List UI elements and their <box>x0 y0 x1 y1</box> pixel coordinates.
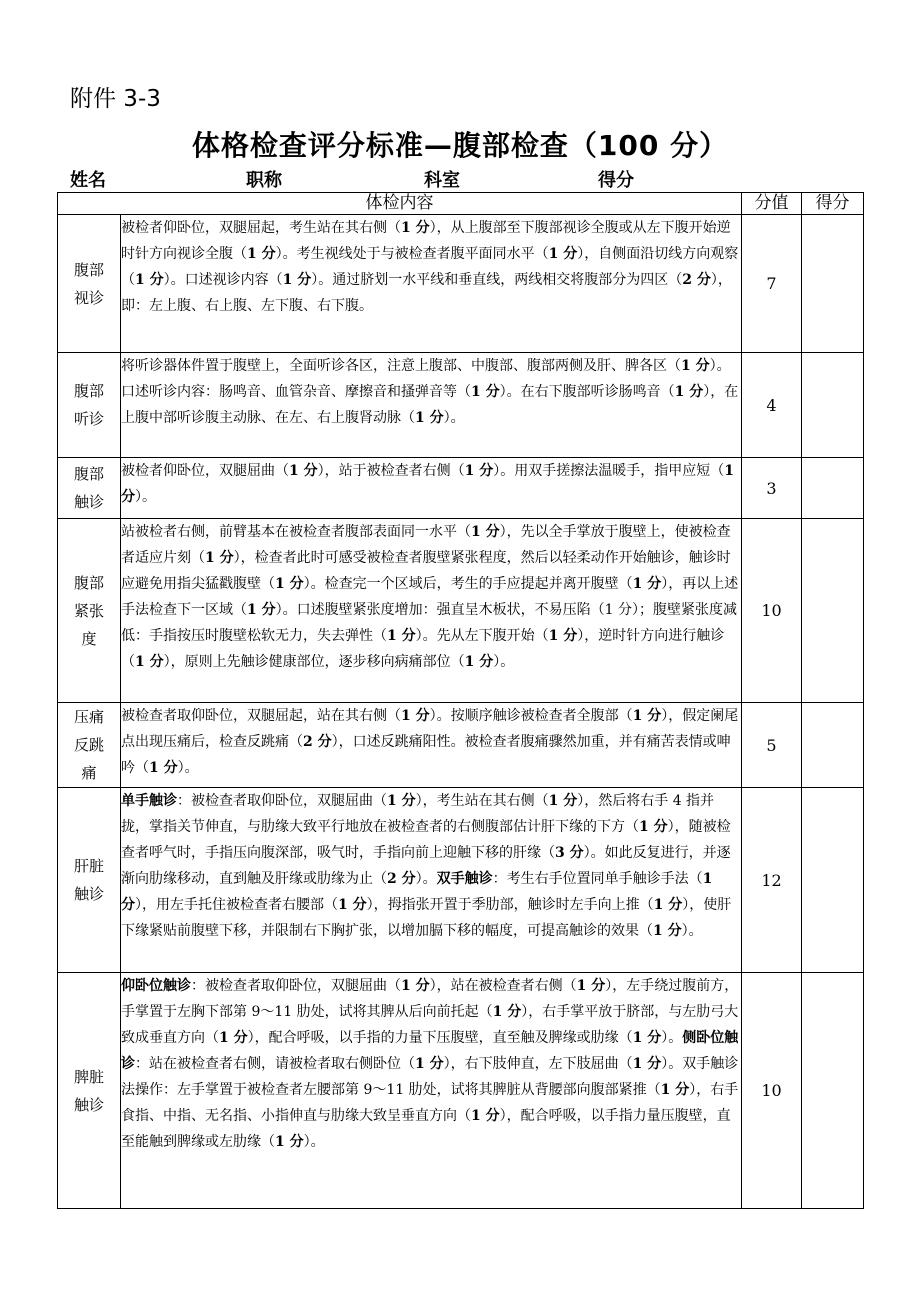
score-cell[interactable] <box>802 458 864 519</box>
bold-run: 1 分 <box>135 272 164 288</box>
item-points: 3 <box>742 458 802 519</box>
text-run: ）。 <box>303 1134 325 1150</box>
table-row <box>58 519 864 703</box>
job-title-label: 职称 <box>246 170 282 191</box>
score-table <box>57 192 864 1209</box>
text-run: ）。考生视线处于与被检查者腹平面同水平（ <box>275 246 549 262</box>
item-points: 5 <box>742 703 802 788</box>
header-points: 分值 <box>742 193 802 215</box>
bold-run: 1 分 <box>674 384 704 400</box>
bold-run: 3 分 <box>555 845 584 861</box>
text-run: ）。 <box>177 760 199 776</box>
item-label: 脾脏触诊 <box>73 1067 104 1114</box>
text-run: ）。 <box>443 410 465 426</box>
bold-run: 单手触诊 <box>121 793 177 809</box>
bold-run: 1 分 <box>401 978 430 994</box>
text-run: ）。 <box>493 654 515 670</box>
item-content <box>121 788 742 973</box>
table-row <box>58 458 864 519</box>
item-content <box>121 215 742 353</box>
department-label: 科室 <box>424 170 460 191</box>
text-run: ），假定阑尾点出现压痛后，检查反跳痛（ <box>121 708 739 750</box>
bold-run: 1 分 <box>548 628 578 644</box>
text-run: ），再以上述手法检查下一区域（ <box>121 576 739 618</box>
bold-run: 1 分 <box>415 1056 444 1072</box>
text-run: ），右下肢伸直，左下肢屈曲（ <box>443 1056 633 1072</box>
text-run: ：被检查者取仰卧位，双腿屈曲（ <box>177 793 387 809</box>
bold-run: 1 分 <box>205 550 234 566</box>
text-run: ），检查者此时可感受被检查者腹壁紧张程度，然后以轻柔动作开始触诊，触诊时应避免用指尖猛戳腹壁（ <box>121 550 731 592</box>
text-run: ），右手食指、中指、无名指、小指伸直与肋缘大致呈垂直方向（ <box>121 1082 739 1124</box>
text-run: ）。通过脐划一水平线和垂直线，两线相交将腹部分为四区（ <box>311 272 683 288</box>
text-run: ）。 <box>135 489 156 505</box>
bold-run: 1 分 <box>219 1030 248 1046</box>
text-run: ：站在被检查者右侧，请被检者取右侧卧位（ <box>135 1056 415 1072</box>
text-run: ），右手掌平放于脐部，与左肋弓大致成垂直方向（ <box>121 1004 739 1046</box>
text-run: ），配合呼吸，以手指的力量下压腹壁，直至触及脾缘或肋缘（ <box>247 1030 633 1046</box>
text-run: ），口述反跳痛阳性。被检查者腹痛骤然加重，并有痛苦表情或呻吟（ <box>121 734 731 776</box>
header-content: 体检内容 <box>58 193 742 215</box>
text-run: ），即：左上腹、右上腹、左下腹、右下腹。 <box>121 272 732 314</box>
text-run: ）。检查完一个区域后，考生的手应提起并离开腹壁（ <box>303 576 633 592</box>
table-row <box>58 215 864 353</box>
bold-run: 双手触诊 <box>436 871 493 887</box>
bold-run: 1 分 <box>247 246 276 262</box>
bold-run: 1 分 <box>471 524 500 540</box>
text-run: ）。按顺序触诊被检查者全腹部（ <box>429 708 633 724</box>
text-run: ）。口述视诊内容（ <box>163 272 283 288</box>
text-run: 站被检者右侧，前臂基本在被检查者腹部表面同一水平（ <box>121 524 471 540</box>
text-run: ：被检查者取仰卧位，双腿屈曲（ <box>191 978 401 994</box>
bold-run: 1 分 <box>247 602 276 618</box>
text-run: ），站于被检查者右侧（ <box>317 463 465 479</box>
text-run: ：考生右手位置同单手触诊手法（ <box>492 871 703 887</box>
bold-run: 1 分 <box>653 923 682 939</box>
text-run: ）。双手触诊法操作：左手掌置于被检查者左腰部第 9～11 肋处，试将其脾脏从背腰部向腹部紧推（ <box>121 1056 739 1098</box>
text-run: ），在上腹中部听诊腹主动脉、在左、右上腹肾动脉（ <box>121 384 739 426</box>
text-run: ）。先从左下腹开始（ <box>415 628 549 644</box>
text-run: ），配合呼吸，以手指力量压腹壁，直至能触到脾缘或左肋缘（ <box>121 1108 731 1150</box>
item-points: 10 <box>742 519 802 703</box>
bold-run: 1 分 <box>548 246 578 262</box>
text-run: ），考生站在其右侧（ <box>415 793 549 809</box>
bold-run: 1 分 <box>401 220 430 236</box>
bold-run: 侧卧位触诊 <box>121 1030 739 1072</box>
text-run: ），自侧面沿切线方向观察（ <box>121 246 739 288</box>
item-label: 腹部听诊 <box>73 382 104 428</box>
bold-run: 1 分 <box>282 272 312 288</box>
text-run: ）。如此反复进行，并逐渐向肋缘移动，直到触及肝缘或肋缘为止（ <box>121 845 731 887</box>
table-row <box>58 973 864 1209</box>
text-run: ），然后将右手 4 指并拢，掌指关节伸直，与肋缘大致平行地放在被检查者的右侧腹部估计肝下缘的下方（ <box>121 793 715 835</box>
text-run: 被检查者取仰卧位，双腿屈起，站在其右侧（ <box>121 708 401 724</box>
name-label: 姓名 <box>70 170 106 191</box>
item-content <box>121 703 742 788</box>
score-label: 得分 <box>598 170 634 191</box>
bold-run: 1 分 <box>632 708 662 724</box>
item-label: 肝脏触诊 <box>73 857 104 903</box>
bold-run: 1 分 <box>415 410 444 426</box>
item-label: 腹部紧张度 <box>73 573 104 648</box>
bold-run: 1 分 <box>289 463 318 479</box>
text-run: ），先以全手掌放于腹壁上，使被检查者适应片刻（ <box>121 524 731 566</box>
text-run: ），逆时针方向进行触诊（ <box>121 628 725 670</box>
bold-run: 1 分 <box>632 1056 662 1072</box>
score-cell[interactable] <box>802 788 864 973</box>
score-cell[interactable] <box>802 703 864 788</box>
table-row <box>58 788 864 973</box>
header-row <box>58 193 864 215</box>
item-content <box>121 353 742 458</box>
bold-run: 1 分 <box>632 1030 662 1046</box>
text-run: ），从上腹部至下腹部视诊全腹或从左下腹开始逆时针方向视诊全腹（ <box>121 220 731 262</box>
text-run: 将听诊器体件置于腹壁上，全面听诊各区，注意上腹部、中腹部、腹部两侧及肝、脾各区（ <box>121 358 681 374</box>
bold-run: 1 分 <box>121 871 713 913</box>
text-run: 被检者仰卧位，双腿屈起，考生站在其右侧（ <box>121 220 401 236</box>
bold-run: 仰卧位触诊 <box>121 978 191 994</box>
score-cell[interactable] <box>802 973 864 1209</box>
bold-run: 1 分 <box>275 1134 304 1150</box>
item-label: 腹部视诊 <box>73 260 104 307</box>
bold-run: 1 分 <box>149 760 178 776</box>
bold-run: 1 分 <box>681 358 710 374</box>
score-cell[interactable] <box>802 353 864 458</box>
item-points: 4 <box>742 353 802 458</box>
bold-run: 1 分 <box>492 1004 522 1020</box>
text-run: ），用左手托住被检查者右腰部（ <box>135 897 338 913</box>
header-got: 得分 <box>802 193 864 215</box>
text-run: ）。口述腹壁紧张度增加：强直呈木板状，不易压陷（1 分）；腹壁紧张度减低：手指按压时腹壁松软无力，失去弹性（ <box>121 602 737 644</box>
text-run: ），站在被检查者右侧（ <box>429 978 577 994</box>
bold-run: 1 分 <box>338 897 367 913</box>
item-content <box>121 519 742 703</box>
bold-run: 1 分 <box>464 654 494 670</box>
text-run: ）。 <box>681 923 703 939</box>
bold-run: 1 分 <box>387 793 416 809</box>
bold-run: 1 分 <box>135 654 164 670</box>
bold-run: 1 分 <box>401 708 430 724</box>
text-run: ），左手绕过腹前方，手掌置于左胸下部第 9～11 肋处，试将其脾从后向前托起（ <box>121 978 739 1020</box>
item-label: 压痛反跳痛 <box>73 708 104 782</box>
text-run: 被检者仰卧位，双腿屈曲（ <box>121 463 289 479</box>
bold-run: 1 分 <box>471 1108 500 1124</box>
bold-run: 1 分 <box>387 628 416 644</box>
bold-run: 1 分 <box>548 793 578 809</box>
text-run: ）。 <box>661 1030 683 1046</box>
item-content <box>121 973 742 1209</box>
item-points: 10 <box>742 973 802 1209</box>
bold-run: 2 分 <box>303 734 332 750</box>
bold-run: 1 分 <box>121 463 734 505</box>
score-cell[interactable] <box>802 215 864 353</box>
text-run: ）。口述听诊内容：肠鸣音、血管杂音、摩擦音和搔弹音等（ <box>121 358 731 400</box>
item-points: 7 <box>742 215 802 353</box>
item-content <box>121 458 742 519</box>
text-run: ）。 <box>415 871 437 887</box>
bold-run: 1 分 <box>653 897 683 913</box>
page-title: 体格检查评分标准—腹部检查（100 分） <box>191 129 729 162</box>
item-label: 腹部触诊 <box>73 465 104 511</box>
text-run: ）。在右下腹部听诊肠鸣音（ <box>499 384 675 400</box>
table-row <box>58 703 864 788</box>
bold-run: 1 分 <box>639 819 668 835</box>
bold-run: 2 分 <box>682 272 711 288</box>
text-run: ）。用双手搓擦法温暖手，指甲应短（ <box>493 463 725 479</box>
text-run: ），使肝下缘紧贴前腹壁下移，并限制右下胸扩张，以增加膈下移的幅度，可提高触诊的效果（ <box>121 897 732 939</box>
bold-run: 1 分 <box>471 384 500 400</box>
table-row <box>58 353 864 458</box>
item-points: 12 <box>742 788 802 973</box>
bold-run: 1 分 <box>275 576 304 592</box>
text-run: ），拇指张开置于季肋部，触诊时左手向上推（ <box>366 897 654 913</box>
bold-run: 2 分 <box>387 871 416 887</box>
bold-run: 1 分 <box>576 978 606 994</box>
score-cell[interactable] <box>802 519 864 703</box>
bold-run: 1 分 <box>660 1082 690 1098</box>
bold-run: 1 分 <box>464 463 494 479</box>
attachment-label: 附件 3-3 <box>70 86 161 112</box>
text-run: ），随被检查者呼气时，手指压向腹深部，吸气时，手指向前上迎触下移的肝缘（ <box>121 819 731 861</box>
bold-run: 1 分 <box>632 576 662 592</box>
text-run: ），原则上先触诊健康部位，逐步移向病痛部位（ <box>163 654 465 670</box>
